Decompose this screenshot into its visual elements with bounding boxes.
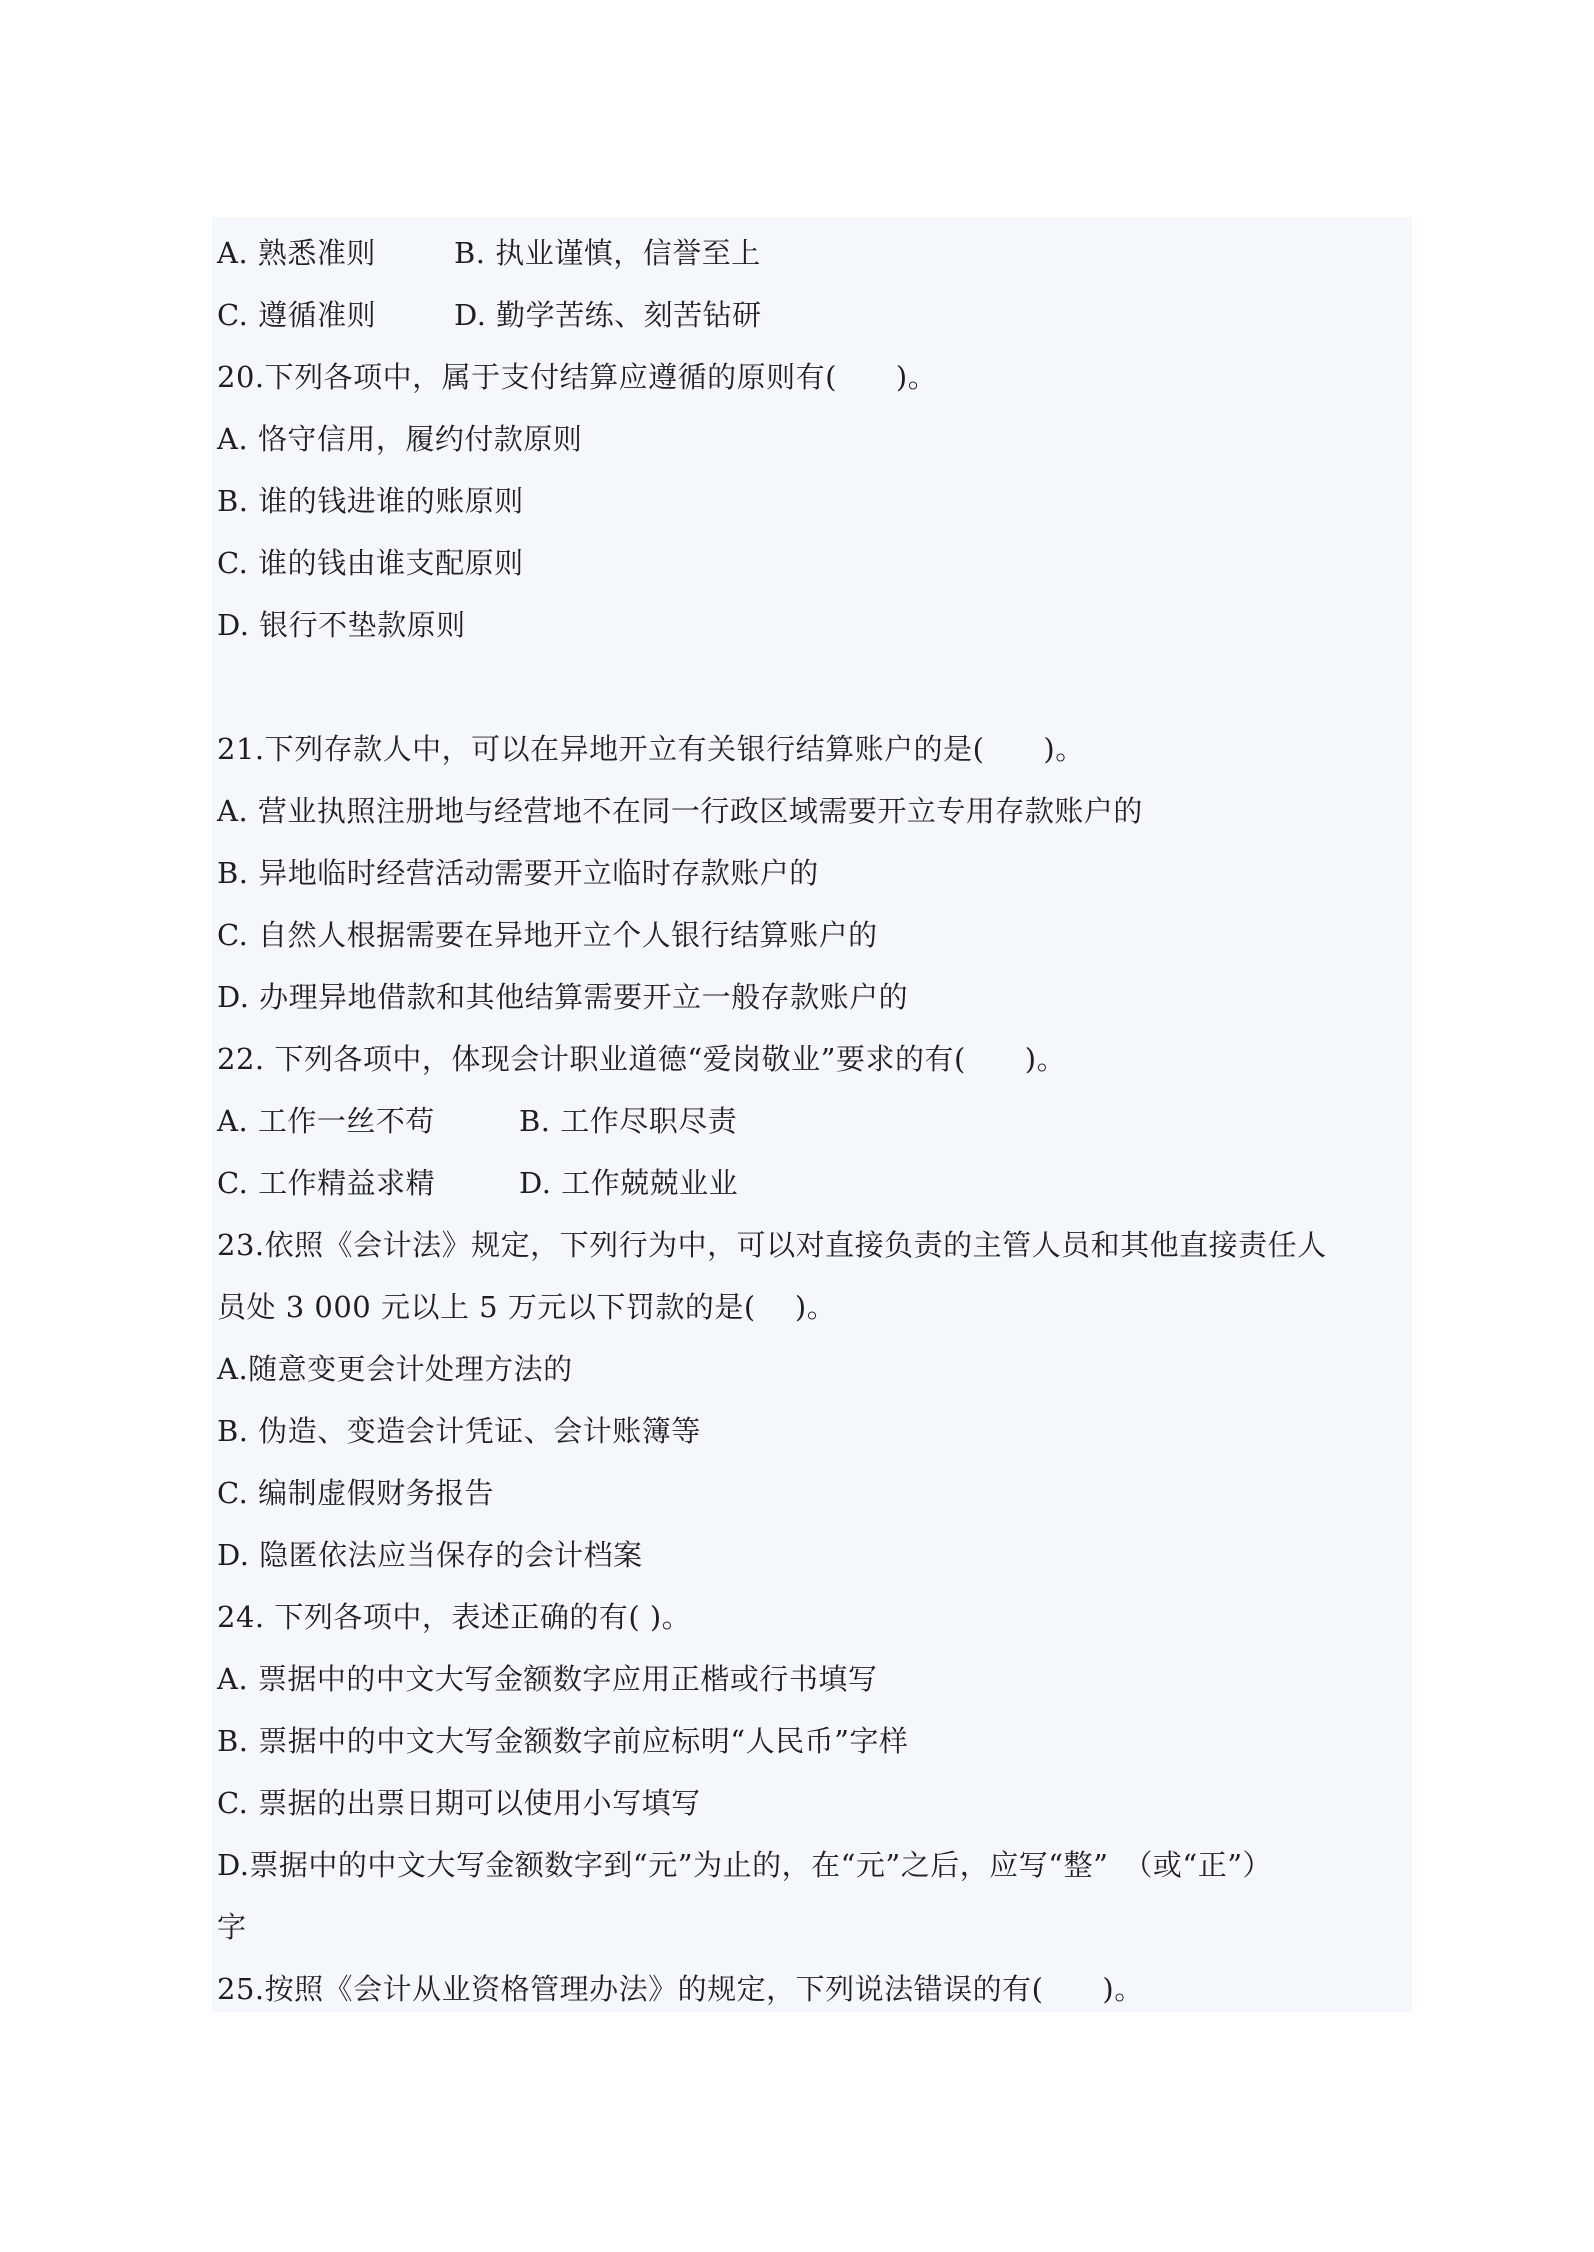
q21-option-d: D. 办理异地借款和其他结算需要开立一般存款账户的 xyxy=(217,980,909,1014)
q23-option-b: B. 伪造、变造会计凭证、会计账簿等 xyxy=(217,1414,701,1448)
q22-option-c: C. 工作精益求精 xyxy=(217,1166,436,1200)
q23-stem-line-1: 23.依照《会计法》规定，下列行为中，可以对直接负责的主管人员和其他直接责任人 xyxy=(217,1228,1327,1262)
q22-options-row-1 xyxy=(217,1090,1412,1152)
q19-options-row-1 xyxy=(217,222,1412,284)
q21-option-b: B. 异地临时经营活动需要开立临时存款账户的 xyxy=(217,856,819,890)
q22-option-a: A. 工作一丝不苟 xyxy=(217,1104,435,1138)
q23-option-a: A.随意变更会计处理方法的 xyxy=(217,1352,573,1386)
q24-option-b: B. 票据中的中文大写金额数字前应标明“人民币”字样 xyxy=(217,1724,909,1758)
q22-stem: 22. 下列各项中，体现会计职业道德“爱岗敬业”要求的有( )。 xyxy=(217,1042,1067,1076)
q23-stem-line-2: 员处 3 000 元以上 5 万元以下罚款的是( )。 xyxy=(217,1290,837,1324)
q24-option-d-line-2: 字 xyxy=(217,1910,247,1944)
q20-option-d: D. 银行不垫款原则 xyxy=(217,608,466,642)
q19-option-d: D. 勤学苦练、刻苦钻研 xyxy=(454,298,762,332)
q25-stem: 25.按照《会计从业资格管理办法》的规定，下列说法错误的有( )。 xyxy=(217,1972,1144,2006)
q21-option-a: A. 营业执照注册地与经营地不在同一行政区域需要开立专用存款账户的 xyxy=(217,794,1143,828)
q22-options-row-2 xyxy=(217,1152,1412,1214)
q20-option-a: A. 恪守信用，履约付款原则 xyxy=(217,422,583,456)
q21-stem: 21.下列存款人中，可以在异地开立有关银行结算账户的是( )。 xyxy=(217,732,1085,766)
q24-option-a: A. 票据中的中文大写金额数字应用正楷或行书填写 xyxy=(217,1662,878,1696)
q19-options-row-2 xyxy=(217,284,1412,346)
q24-option-c: C. 票据的出票日期可以使用小写填写 xyxy=(217,1786,701,1820)
q24-stem: 24. 下列各项中，表述正确的有( )。 xyxy=(217,1600,692,1634)
q24-option-d-line-1: D.票据中的中文大写金额数字到“元”为止的，在“元”之后，应写“整” （或“正”） xyxy=(217,1848,1273,1882)
q21-option-c: C. 自然人根据需要在异地开立个人银行结算账户的 xyxy=(217,918,878,952)
q23-option-c: C. 编制虚假财务报告 xyxy=(217,1476,495,1510)
q23-option-d: D. 隐匿依法应当保存的会计档案 xyxy=(217,1538,643,1572)
q22-option-d: D. 工作兢兢业业 xyxy=(519,1166,739,1200)
q19-option-c: C. 遵循准则 xyxy=(217,298,377,332)
q20-option-b: B. 谁的钱进谁的账原则 xyxy=(217,484,524,518)
q19-option-a: A. 熟悉准则 xyxy=(217,236,376,270)
exam-content xyxy=(217,222,1412,2020)
q20-stem: 20.下列各项中，属于支付结算应遵循的原则有( )。 xyxy=(217,360,938,394)
q20-option-c: C. 谁的钱由谁支配原则 xyxy=(217,546,524,580)
q19-option-b: B. 执业谨慎，信誉至上 xyxy=(454,236,761,270)
blank-line xyxy=(217,656,1412,718)
q22-option-b: B. 工作尽职尽责 xyxy=(519,1104,738,1138)
